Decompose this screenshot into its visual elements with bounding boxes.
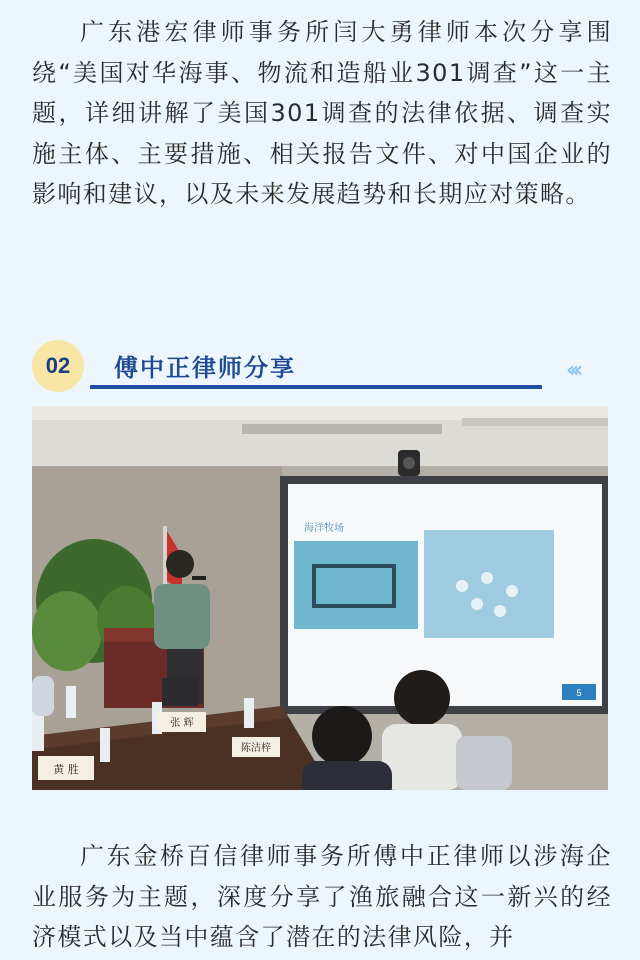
section-title: 傅中正律师分享 — [114, 354, 296, 382]
section-underline — [90, 385, 542, 389]
chevrons-left-icon: ‹‹‹ — [566, 358, 579, 383]
section-number-badge: 02 — [32, 340, 84, 392]
nameplate-1: 黄 胜 — [53, 763, 79, 776]
event-photo — [32, 406, 608, 790]
second-paragraph: 广东金桥百信律师事务所傅中正律师以涉海企业服务为主题，深度分享了渔旅融合这一新兴的经济模式以及当中蕴含了潜在的法律风险，并 — [32, 842, 612, 951]
slide-title: 海洋牧场 — [304, 523, 344, 534]
section-header — [32, 340, 610, 400]
intro-paragraph: 广东港宏律师事务所闫大勇律师本次分享围绕“美国对华海事、物流和造船业301调查”这一主题，详细讲解了美国301调查的法律依据、调查实施主体、主要措施、相关报告文件、对中国企业的影响和建议，以及未来发展趋势和长期应对策略。 — [32, 18, 612, 208]
nameplate-3: 陈洁梓 — [241, 743, 271, 754]
nameplate-2: 张 辉 — [170, 718, 194, 729]
slide-page-number: 5 — [576, 688, 582, 698]
